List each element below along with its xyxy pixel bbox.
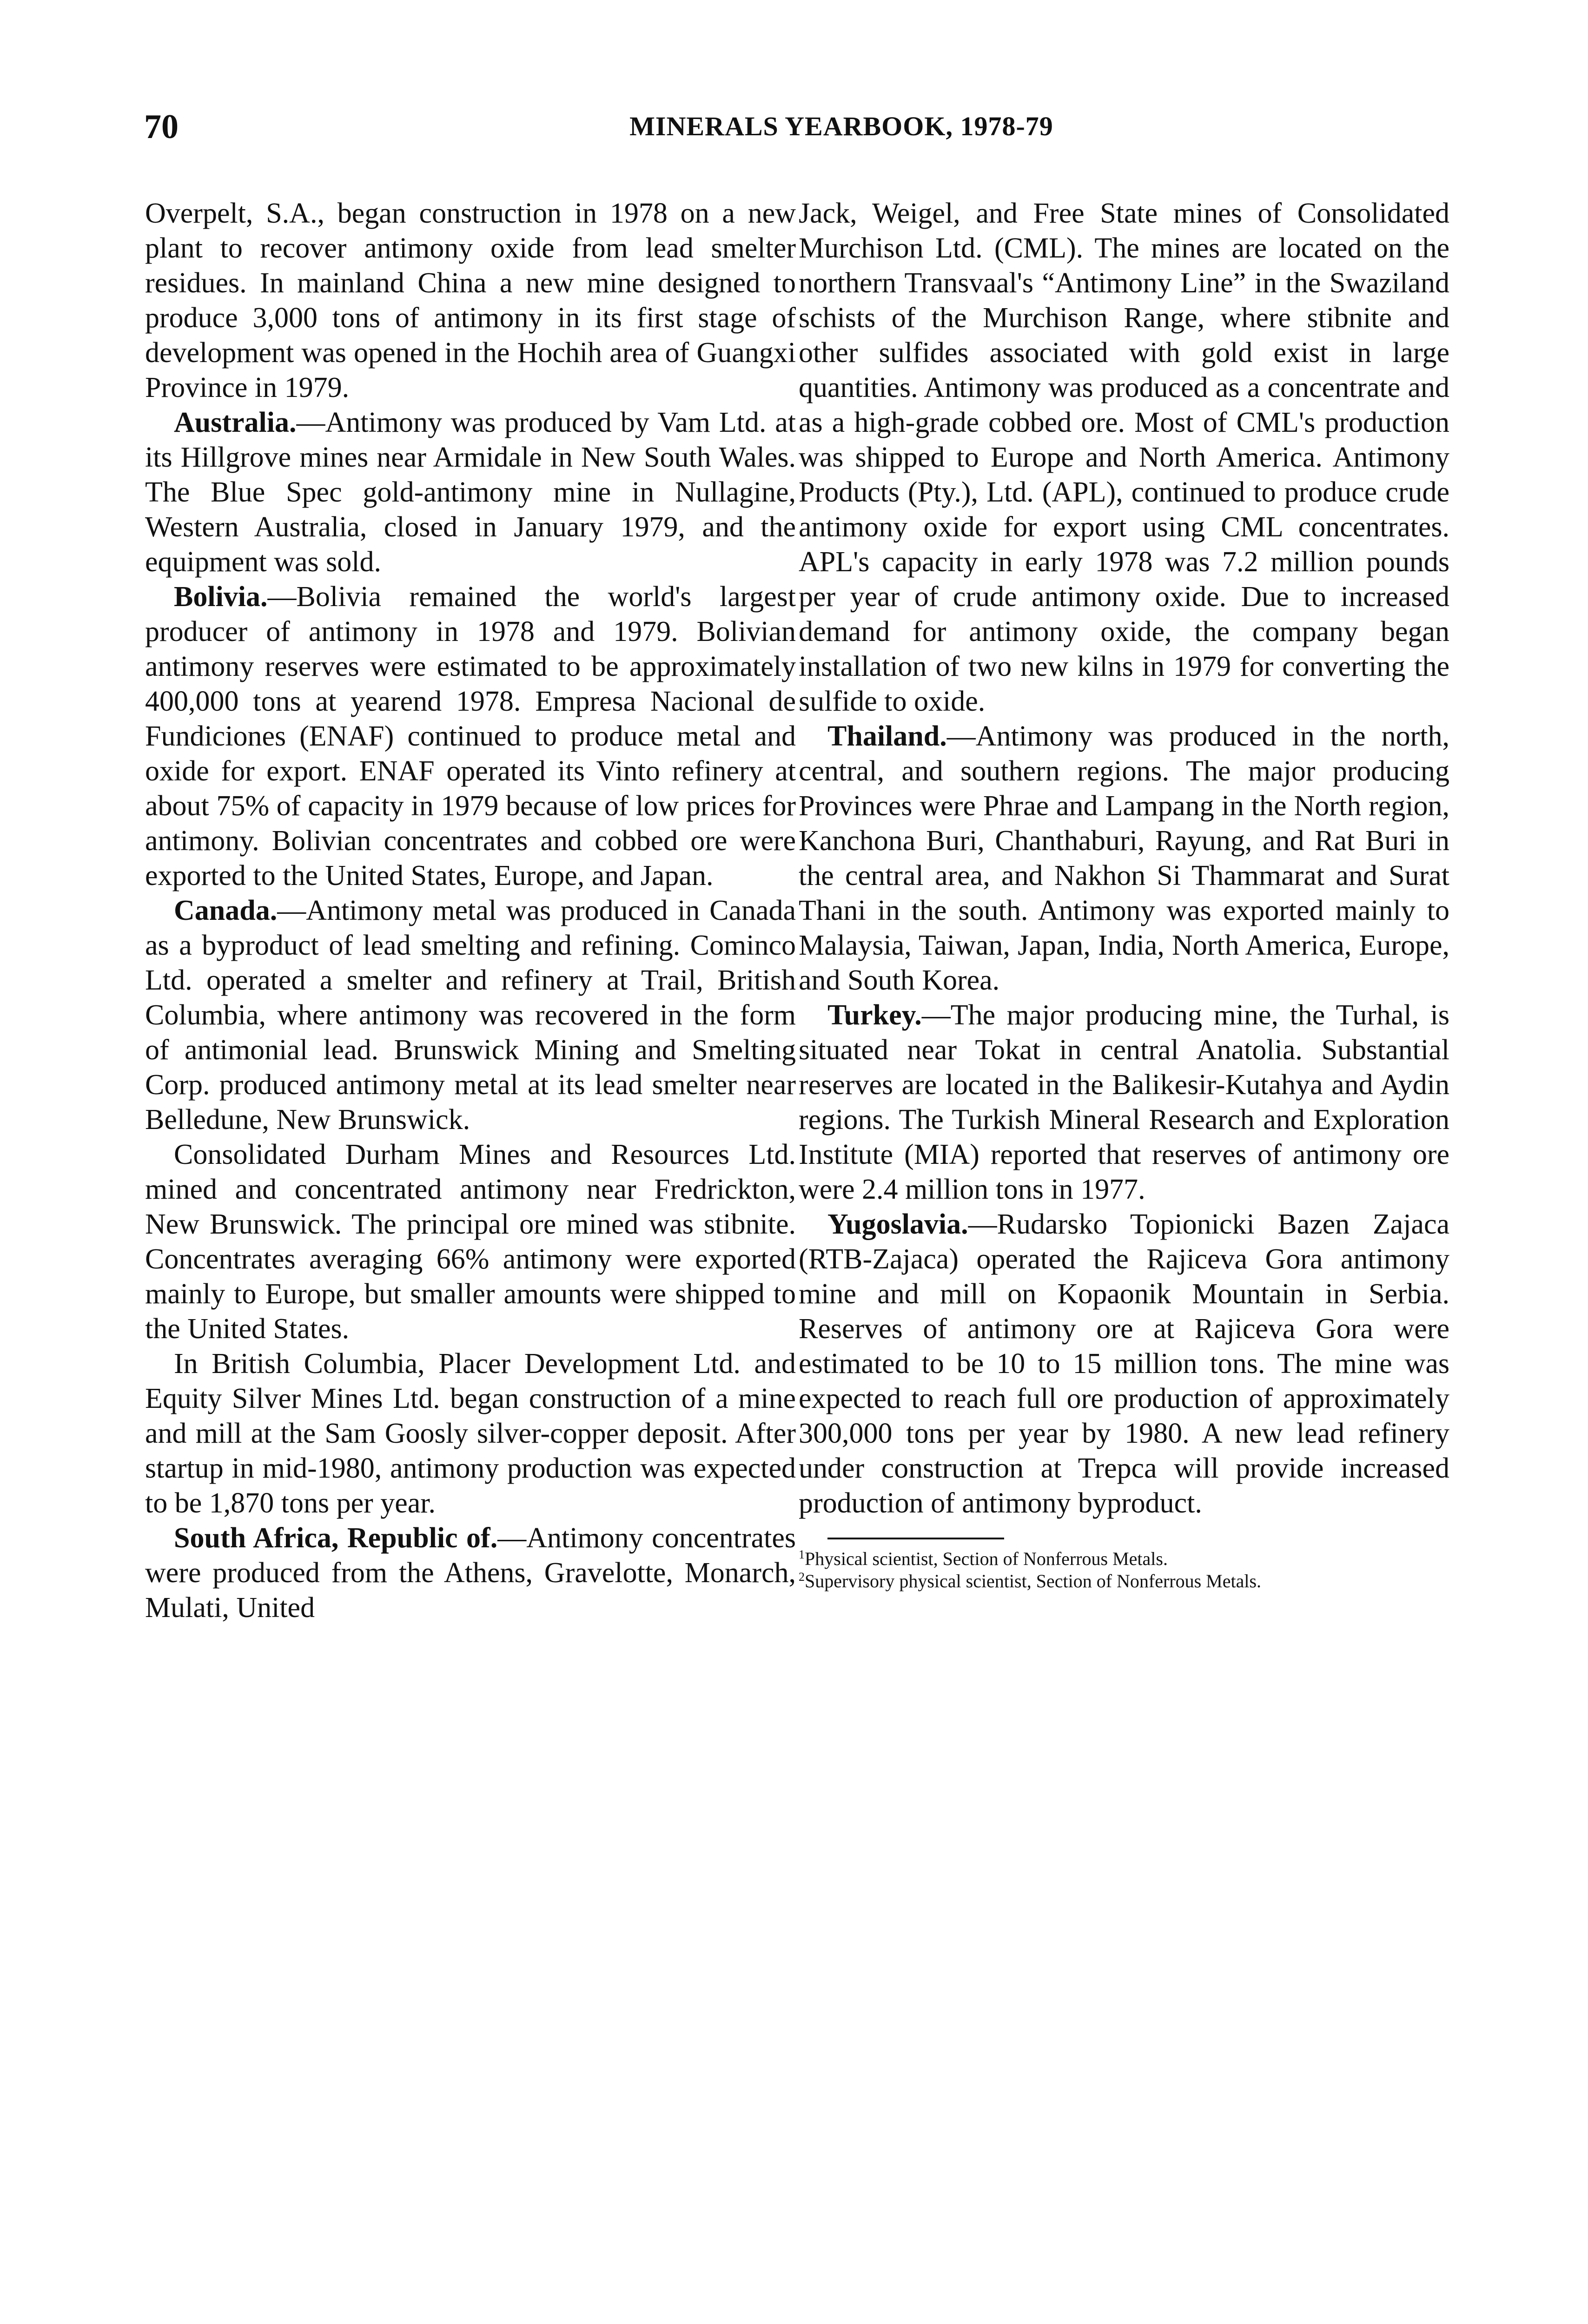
section-canada xyxy=(145,893,796,1137)
paragraph-overpelt: Overpelt, S.A., began construction in 1978 on a new plant to recover antimony oxide from lead smelter residues. In mainland China a new mine designed to produce 3,000 tons of antimony in its first stage of development was opened in the Hochih area of Guangxi Province in 1979. xyxy=(145,198,796,403)
section-australia xyxy=(145,405,796,580)
text-turkey: —The major producing mine, the Turhal, is situated near Tokat in central Anatolia. Substantial reserves are located in the Balikesir-Kutahya and Aydin regions. The Turkish Mineral Research and Exploration Institute (MIA) reported that reserves of antimony ore were 2.4 million tons in 1977. xyxy=(799,999,1449,1205)
section-yugoslavia xyxy=(799,1207,1449,1521)
footnote-1 xyxy=(799,1548,1449,1570)
text-thailand: —Antimony was produced in the north, central, and southern regions. The major producing Provinces were Phrae and Lampang in the North region, Kanchona Buri, Chanthaburi, Rayung, and Rat Buri in the central area, and Nakhon Si Thammarat and Surat Thani in the south. Antimony was exported mainly to Malaysia, Taiwan, Japan, India, North America, Europe, and South Korea. xyxy=(799,720,1449,996)
heading-turkey: Turkey. xyxy=(827,999,922,1031)
section-turkey xyxy=(799,998,1449,1207)
footnotes xyxy=(799,1538,1449,1592)
heading-bolivia: Bolivia. xyxy=(174,581,268,613)
footnote-2-marker: 2 xyxy=(799,1570,805,1584)
section-south-africa xyxy=(145,1521,796,1625)
text-yugoslavia: —Rudarsko Topionicki Bazen Zajaca (RTB-Zajaca) operated the Rajiceva Gora antimony mine and mill on Kopaonik Mountain in Serbia. Reserves of antimony ore at Rajiceva Gora were estimated to be 10 to 15 million tons. The mine was expected to reach full ore production of approximately 300,000 tons per year by 1980. A new lead refinery under construction at Trepca will provide increased production of antimony byproduct. xyxy=(799,1208,1449,1519)
heading-thailand: Thailand. xyxy=(827,720,947,752)
footnote-2 xyxy=(799,1570,1449,1592)
footnote-divider xyxy=(827,1538,1004,1539)
heading-canada: Canada. xyxy=(174,895,278,926)
page-number: 70 xyxy=(144,108,179,146)
footnote-1-marker: 1 xyxy=(799,1548,805,1561)
heading-australia: Australia. xyxy=(174,407,297,438)
running-title: MINERALS YEARBOOK, 1978-79 xyxy=(629,111,1053,141)
footnote-2-text: Supervisory physical scientist, Section of Nonferrous Metals. xyxy=(805,1571,1262,1591)
paragraph-british-columbia: In British Columbia, Placer Development Ltd. and Equity Silver Mines Ltd. began construction of a mine and mill at the Sam Goosly silver-copper deposit. After startup in mid-1980, antimony production was expected to be 1,870 tons per year. xyxy=(145,1348,796,1519)
heading-yugoslavia: Yugoslavia. xyxy=(827,1208,968,1240)
section-bolivia xyxy=(145,580,796,893)
text-canada: —Antimony metal was produced in Canada as a byproduct of lead smelting and refining. Cominco Ltd. operated a smelter and refinery at Trail, British Columbia, where antimony was recovered in the form of antimonial lead. Brunswick Mining and Smelting Corp. produced antimony metal at its lead smelter near Belledune, New Brunswick. xyxy=(145,895,796,1136)
right-column xyxy=(799,196,1449,1592)
paragraph-south-africa-continued: Jack, Weigel, and Free State mines of Consolidated Murchison Ltd. (CML). The mines are located on the northern Transvaal's “Antimony Line” in the Swaziland schists of the Murchison Range, where stibnite and other sulfides associated with gold exist in large quantities. Antimony was produced as a concentrate and as a high-grade cobbed ore. Most of CML's production was shipped to Europe and North America. Antimony Products (Pty.), Ltd. (APL), continued to produce crude antimony oxide for export using CML concentrates. APL's capacity in early 1978 was 7.2 million pounds per year of crude antimony oxide. Due to increased demand for antimony oxide, the company began installation of two new kilns in 1979 for converting the sulfide to oxide. xyxy=(799,198,1449,717)
footnote-1-text: Physical scientist, Section of Nonferrous Metals. xyxy=(805,1548,1168,1569)
section-thailand xyxy=(799,719,1449,998)
left-column xyxy=(145,196,796,1625)
heading-south-africa: South Africa, Republic of. xyxy=(174,1522,498,1554)
paragraph-consolidated-durham: Consolidated Durham Mines and Resources Ltd. mined and concentrated antimony near Fredrickton, New Brunswick. The principal ore mined was stibnite. Concentrates averaging 66% antimony were exported mainly to Europe, but smaller amounts were shipped to the United States. xyxy=(145,1139,796,1345)
text-bolivia: —Bolivia remained the world's largest producer of antimony in 1978 and 1979. Bolivian antimony reserves were estimated to be approximately 400,000 tons at yearend 1978. Empresa Nacional de Fundiciones (ENAF) continued to produce metal and oxide for export. ENAF operated its Vinto refinery at about 75% of capacity in 1979 because of low prices for antimony. Bolivian concentrates and cobbed ore were exported to the United States, Europe, and Japan. xyxy=(145,581,796,891)
text-south-africa: —Antimony concentrates were produced from the Athens, Gravelotte, Monarch, Mulati, United xyxy=(145,1522,796,1624)
text-australia: —Antimony was produced by Vam Ltd. at its Hillgrove mines near Armidale in New South Wales. The Blue Spec gold-antimony mine in Nullagine, Western Australia, closed in January 1979, and the equipment was sold. xyxy=(145,407,796,578)
page-header xyxy=(144,106,1446,148)
